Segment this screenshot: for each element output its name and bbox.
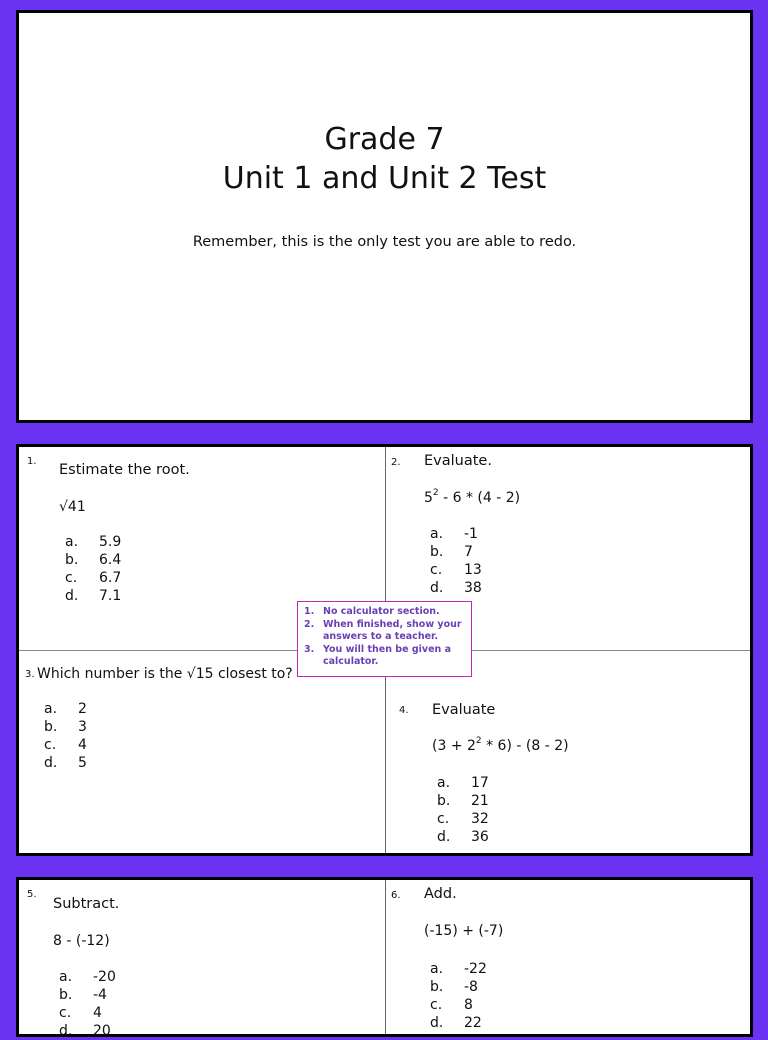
option-row[interactable]: a. -22 [430, 961, 487, 977]
option-row[interactable]: a. -1 [430, 526, 478, 542]
q5-expression: 8 - (-12) [53, 933, 110, 949]
q3-options [44, 700, 87, 772]
q4-expression: $(3 + 2^2 * 6) - (8 - 2)$ [432, 736, 569, 754]
title-line-1: Grade 7 [324, 122, 445, 157]
q5-prompt: Subtract. [53, 896, 120, 912]
callout-item: 1. No calculator section. [304, 606, 440, 617]
option-row[interactable]: d. 20 [59, 1023, 111, 1039]
option-row[interactable]: d. 36 [437, 829, 489, 845]
q1-number: 1. [27, 456, 37, 467]
q6-number: 6. [391, 890, 401, 901]
q6-options [430, 960, 487, 1032]
q3-number: 3. [25, 669, 35, 680]
option-row[interactable]: b. -4 [59, 987, 107, 1003]
callout-item: 3. You will then be given a calculator. [304, 643, 451, 668]
option-row[interactable]: b. 21 [437, 793, 489, 809]
q3-prompt: Which number is the √15 closest to? [37, 666, 293, 682]
option-row[interactable]: c. 13 [430, 562, 482, 578]
q6-prompt: Add. [424, 886, 457, 902]
vertical-divider [385, 880, 386, 1034]
option-row[interactable]: a. 5.9 [65, 534, 122, 550]
q2-expression: $5^2 - 6 * (4 - 2)$ [424, 488, 521, 506]
q1-options [65, 533, 121, 605]
option-row[interactable]: b. 7 [430, 544, 473, 560]
instructions-callout [297, 601, 472, 677]
option-row[interactable]: d. 7.1 [65, 588, 122, 604]
callout-item: 2. When finished, show your answers to a teacher. [304, 618, 462, 643]
q4-prompt: Evaluate [432, 702, 496, 718]
option-row[interactable]: c. 4 [44, 737, 87, 753]
q2-number: 2. [391, 457, 401, 468]
q2-prompt: Evaluate. [424, 453, 492, 469]
title-line-2: Unit 1 and Unit 2 Test [222, 161, 547, 196]
q4-number: 4. [399, 705, 409, 716]
redo-note: Remember, this is the only test you are able to redo. [192, 234, 577, 250]
q4-options [437, 774, 489, 846]
option-row[interactable]: d. 5 [44, 755, 87, 771]
q1-prompt: Estimate the root. [59, 462, 190, 478]
option-row[interactable]: a. 2 [44, 701, 87, 717]
option-row[interactable]: b. 6.4 [65, 552, 122, 568]
option-row[interactable]: c. 8 [430, 997, 473, 1013]
option-row[interactable]: a. -20 [59, 969, 116, 985]
option-row[interactable]: c. 4 [59, 1005, 102, 1021]
q5-number: 5. [27, 889, 37, 900]
option-row[interactable]: c. 6.7 [65, 570, 122, 586]
q1-expression: √41 [59, 499, 86, 515]
option-row[interactable]: b. 3 [44, 719, 87, 735]
q5-options [59, 968, 116, 1040]
q2-options [430, 525, 482, 597]
option-row[interactable]: b. -8 [430, 979, 478, 995]
option-row[interactable]: c. 32 [437, 811, 489, 827]
option-row[interactable]: d. 22 [430, 1015, 482, 1031]
title-slide [16, 10, 753, 423]
q6-expression: (-15) + (-7) [424, 923, 504, 939]
option-row[interactable]: d. 38 [430, 580, 482, 596]
questions-slide-1 [16, 444, 753, 856]
questions-slide-2 [16, 877, 753, 1037]
option-row[interactable]: a. 17 [437, 775, 489, 791]
